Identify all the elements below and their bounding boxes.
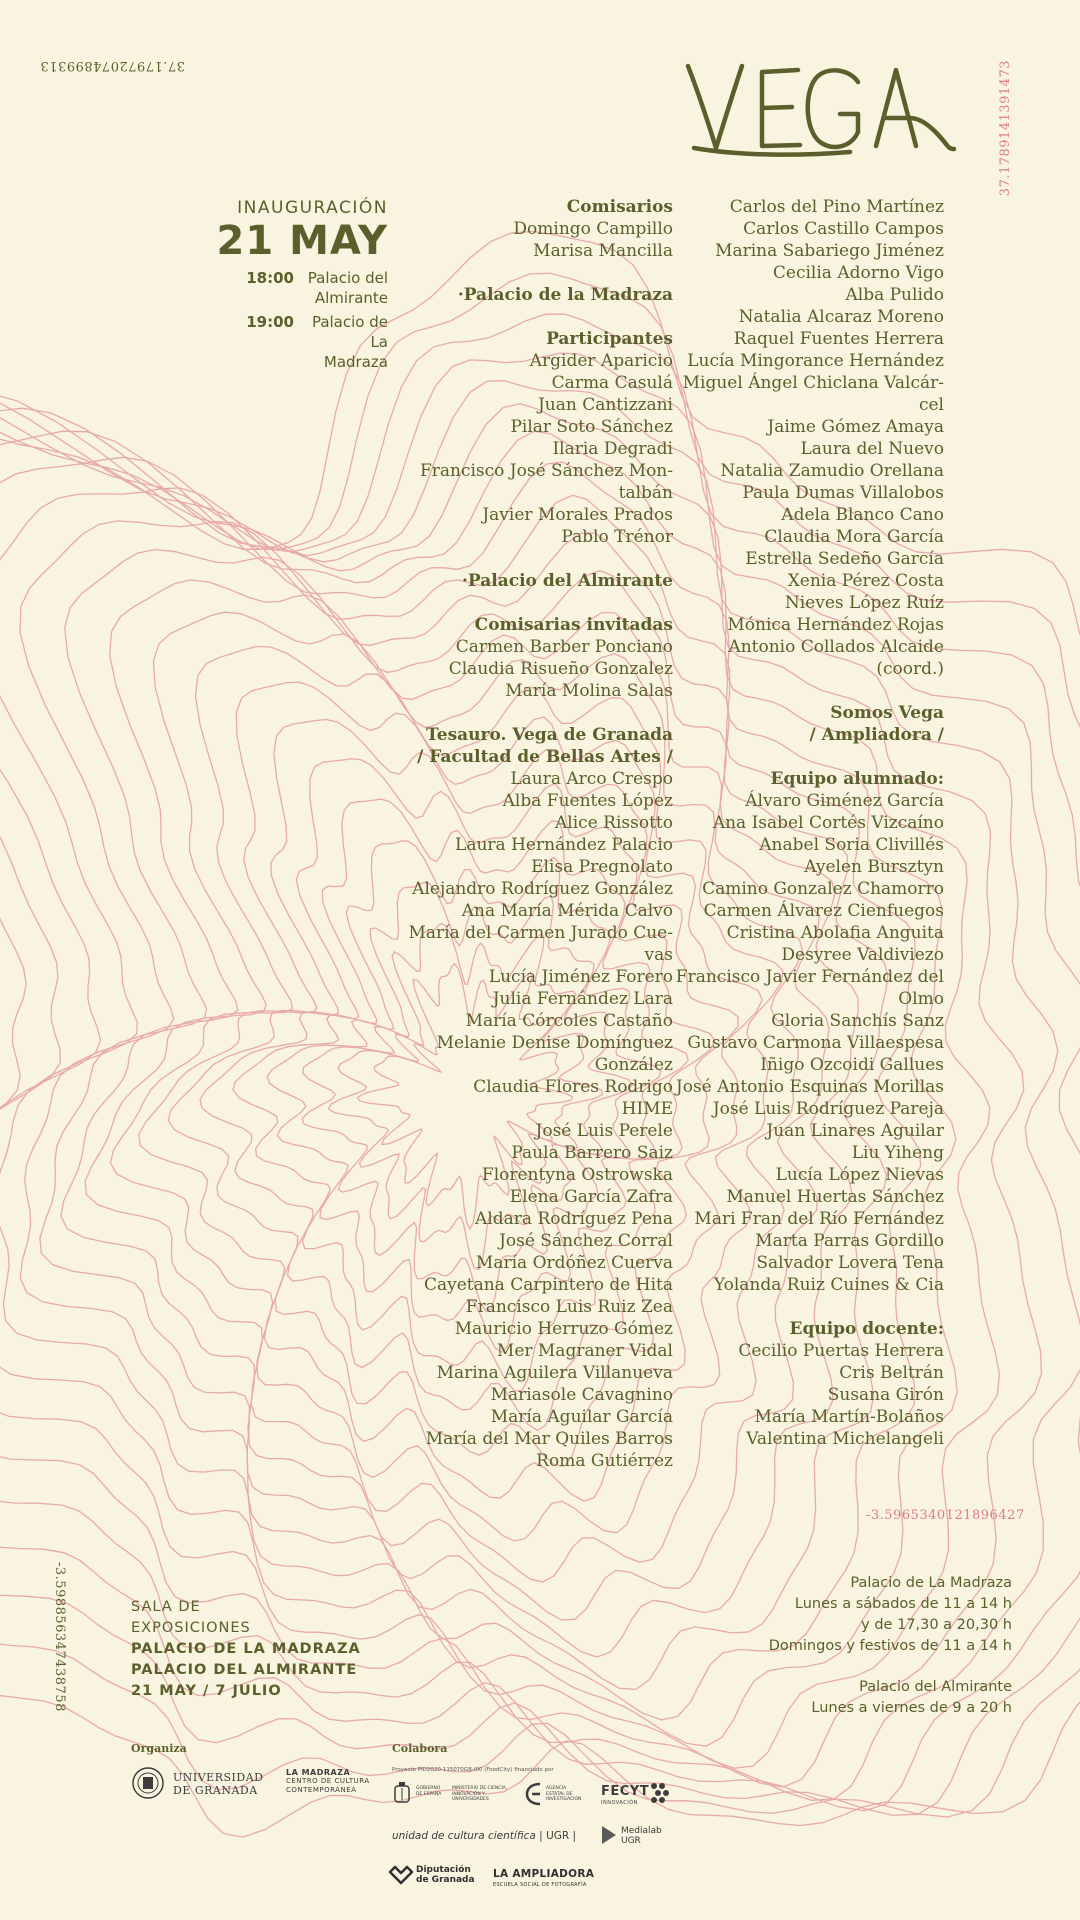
- credits-name: José Luis Perele: [535, 1121, 673, 1141]
- ugr-line: UNIVERSIDAD: [173, 1771, 264, 1784]
- credits-spacer: [383, 306, 673, 328]
- credits-spacer: [654, 1296, 944, 1318]
- credits-heading: Somos Vega: [830, 703, 944, 723]
- credits-name: Laura Arco Crespo: [510, 769, 673, 789]
- credits-name: Olmo: [898, 989, 944, 1009]
- credits-name: Laura del Nuevo: [800, 439, 944, 459]
- credits-name: Cristina Abolafia Anguita: [726, 923, 944, 943]
- credits-spacer: [383, 592, 673, 614]
- venue-line: PALACIO DEL ALMIRANTE: [131, 1662, 358, 1678]
- agencia-text: AGENCIA ESTATAL DE INVESTIGACIÓN: [546, 1786, 582, 1802]
- credits-name: González: [594, 1055, 673, 1075]
- ampliadora-logo-text: LA AMPLIADORA: [493, 1868, 595, 1880]
- credits-name: Francisco Javier Fernández del: [675, 967, 944, 987]
- credits-name: Marta Parras Gordillo: [755, 1231, 944, 1251]
- ugr-line: DE GRANADA: [173, 1784, 258, 1797]
- inauguration-date: 21 MAY: [216, 218, 388, 264]
- credits-column-right: [654, 196, 944, 1450]
- credits-name: Juan Linares Aguilar: [766, 1121, 944, 1141]
- hours-almirante-title: Palacio del Almirante: [859, 1679, 1012, 1695]
- credits-name: Alice Rissotto: [555, 813, 673, 833]
- credits-name: cel: [918, 395, 944, 415]
- credits-name: Cayetana Carpintero de Hita: [423, 1275, 673, 1295]
- ugr-crest-icon: [131, 1766, 165, 1800]
- hours-almirante-line: Lunes a viernes de 9 a 20 h: [811, 1700, 1012, 1716]
- credits-name: Miguel Ángel Chiclana Valcár-: [682, 373, 944, 393]
- credits-heading: Participantes: [546, 329, 673, 349]
- credits-name: Álvaro Giménez García: [745, 791, 944, 811]
- credits-name: Claudia Flores Rodrigo: [473, 1077, 673, 1097]
- credits-name: Ayelen Bursztyn: [804, 857, 944, 877]
- credits-name: María del Mar Quiles Barros: [425, 1429, 673, 1449]
- credits-heading: Equipo alumnado:: [770, 769, 944, 789]
- credits-name: Cris Beltrán: [839, 1363, 944, 1383]
- credits-spacer: [383, 262, 673, 284]
- credits-name: Claudia Mora García: [764, 527, 944, 547]
- coord-bottom-right: -3.5965340121896427: [866, 1508, 1025, 1523]
- credits-name: José Sánchez Corral: [499, 1231, 673, 1251]
- medialab-text: [621, 1826, 662, 1846]
- ampliadora-sub-text: ESCUELA SOCIAL DE FOTOGRAFÍA: [493, 1882, 587, 1888]
- coord-bottom-left-vertical: -3.598856347438758: [52, 1562, 67, 1712]
- inauguration-time-row: [217, 312, 389, 372]
- credits-heading: Comisarias invitadas: [474, 615, 673, 635]
- credits-spacer: [654, 746, 944, 768]
- madraza-logo-line: CONTEMPORÁNEA: [286, 1786, 357, 1794]
- inauguration-place: Palacio de La Madraza: [311, 313, 388, 371]
- credits-name: Alba Fuentes López: [502, 791, 673, 811]
- venue-line: EXPOSICIONES: [131, 1620, 251, 1636]
- credits-name: Antonio Collados Alcaide: [728, 637, 944, 657]
- vega-title: [680, 52, 960, 162]
- credits-name: Mónica Hernández Rojas: [727, 615, 944, 635]
- credits-heading: ·Palacio del Almirante: [462, 571, 673, 591]
- credits-heading: / Ampliadora /: [809, 725, 944, 745]
- inauguration-place: Palacio del Almirante: [307, 269, 388, 307]
- credits-name: Camino Gonzalez Chamorro: [702, 879, 944, 899]
- credits-name: Marina Aguilera Villanueva: [436, 1363, 673, 1383]
- fecyt-sub-text: INNOVACIÓN: [601, 1800, 638, 1806]
- spain-crest-icon: [392, 1782, 412, 1806]
- ucc-logo: unidad de cultura científica | UGR |: [392, 1830, 577, 1842]
- credits-heading: ·Palacio de la Madraza: [457, 285, 673, 305]
- credits-name: Mauricio Herruzo Gómez: [454, 1319, 673, 1339]
- credits-spacer: [383, 548, 673, 570]
- credits-name: Susana Girón: [827, 1385, 944, 1405]
- credits-name: Mari Fran del Río Fernández: [694, 1209, 944, 1229]
- credits-name: Estrella Sedeño García: [745, 549, 944, 569]
- credits-name: Salvador Lovera Tena: [756, 1253, 944, 1273]
- credits-name: Liu Yiheng: [851, 1143, 944, 1163]
- gobierno-text: GOBIERNO DE ESPAÑA: [416, 1786, 442, 1797]
- credits-name: HIME: [621, 1099, 673, 1119]
- madraza-logo-line: LA MADRAZA: [286, 1768, 351, 1777]
- credits-heading: / Facultad de Bellas Artes /: [417, 747, 673, 767]
- credits-spacer: [383, 702, 673, 724]
- credits-name: Natalia Alcaraz Moreno: [738, 307, 944, 327]
- inauguration-time-row: [217, 268, 389, 308]
- credits-name: Natalia Zamudio Orellana: [720, 461, 944, 481]
- credits-name: Anabel Soria Clivillés: [759, 835, 944, 855]
- credits-column-left: [383, 196, 673, 1472]
- credits-name: vas: [644, 945, 673, 965]
- credits-name: Jaime Gómez Amaya: [767, 417, 944, 437]
- credits-name: María Ordóñez Cuerva: [475, 1253, 673, 1273]
- inauguration-time: 19:00: [246, 313, 294, 331]
- credits-name: Alejandro Rodríguez González: [412, 879, 673, 899]
- credits-name: Argider Aparicio: [529, 351, 673, 371]
- credits-name: Francisco Luis Ruiz Zea: [465, 1297, 673, 1317]
- credits-name: Javier Morales Prados: [482, 505, 673, 525]
- credits-name: Laura Hernández Palacio: [455, 835, 673, 855]
- credits-name: Elisa Pregnolato: [531, 857, 673, 877]
- credits-name: María Aguilar García: [490, 1407, 673, 1427]
- credits-name: María del Carmen Jurado Cue-: [408, 923, 673, 943]
- credits-name: Xenia Pérez Costa: [787, 571, 944, 591]
- hours-madraza-line: Lunes a sábados de 11 a 14 h: [794, 1596, 1012, 1612]
- credits-name: Ana María Mérida Calvo: [461, 901, 673, 921]
- credits-name: Lucía Jiménez Forero: [488, 967, 673, 987]
- project-note: Proyecto PID2020-115070GB-I00 (FoodCity) financiado por: [392, 1767, 554, 1773]
- credits-name: Manuel Huertas Sánchez: [726, 1187, 944, 1207]
- credits-name: talbán: [618, 483, 673, 503]
- credits-name: Pilar Soto Sánchez: [510, 417, 673, 437]
- credits-spacer: [654, 680, 944, 702]
- medialab-icon: [601, 1824, 617, 1846]
- credits-name: Paula Dumas Villalobos: [742, 483, 944, 503]
- colabora-label: Colabora: [392, 1742, 448, 1755]
- credits-name: Carlos Castillo Campos: [743, 219, 944, 239]
- fecyt-dots-icon: [649, 1780, 671, 1806]
- opening-hours: [769, 1573, 1012, 1719]
- credits-name: María Córcoles Castaño: [465, 1011, 673, 1031]
- venue-line: PALACIO DE LA MADRAZA: [131, 1641, 361, 1657]
- credits-name: Aldara Rodríguez Pena: [475, 1209, 673, 1229]
- credits-name: Gloria Sanchís Sanz: [771, 1011, 944, 1031]
- fecyt-logo-text: FECYT: [601, 1784, 650, 1799]
- hours-madraza-line: Domingos y festivos de 11 a 14 h: [768, 1638, 1012, 1654]
- credits-name: Paula Barrero Saiz: [511, 1143, 673, 1163]
- madraza-logo: [286, 1768, 370, 1795]
- coord-right-vertical: 37.1789141391473: [998, 60, 1013, 197]
- inauguration-block: [217, 198, 389, 372]
- credits-name: Mariasole Cavagnino: [490, 1385, 673, 1405]
- credits-name: (coord.): [876, 659, 944, 679]
- credits-name: Cecilio Puertas Herrera: [738, 1341, 944, 1361]
- ucc-text: unidad de cultura científica: [392, 1830, 536, 1842]
- medialab-line: UGR: [621, 1836, 641, 1846]
- credits-name: Mer Magraner Vidal: [496, 1341, 673, 1361]
- credits-name: Melanie Denise Domínguez: [436, 1033, 673, 1053]
- credits-name: Carma Casulá: [551, 373, 673, 393]
- credits-name: Juan Cantizzani: [537, 395, 673, 415]
- credits-name: Adela Blanco Cano: [781, 505, 944, 525]
- venue-line: SALA DE: [131, 1599, 201, 1615]
- credits-name: María Martín-Bolaños: [754, 1407, 944, 1427]
- organiza-label: Organiza: [131, 1742, 187, 1755]
- hours-madraza-title: Palacio de La Madraza: [850, 1575, 1012, 1591]
- diputacion-icon: [388, 1864, 414, 1886]
- diputacion-text: [416, 1865, 475, 1885]
- credits-name: Julia Fernández Lara: [492, 989, 673, 1009]
- credits-name: Raquel Fuentes Herrera: [733, 329, 944, 349]
- credits-heading: Comisarios: [566, 197, 673, 217]
- credits-name: José Antonio Esquinas Morillas: [675, 1077, 944, 1097]
- venue-block: [131, 1597, 361, 1702]
- credits-name: Domingo Campillo: [513, 219, 673, 239]
- credits-name: José Luis Rodríguez Pareja: [712, 1099, 944, 1119]
- credits-name: Ana Isabel Cortés Vizcaíno: [712, 813, 944, 833]
- coord-top-left: 37.179720748993​13: [40, 58, 185, 73]
- credits-name: Desyree Valdiviezo: [781, 945, 944, 965]
- credits-name: Marina Sabariego Jiménez: [715, 241, 944, 261]
- credits-name: Iñigo Ozcoidi Gallues: [760, 1055, 944, 1075]
- credits-name: Lucía López Nievas: [775, 1165, 944, 1185]
- credits-name: Carlos del Pino Martínez: [729, 197, 944, 217]
- credits-heading: Tesauro. Vega de Granada: [426, 725, 673, 745]
- ucc-ugr-text: UGR: [546, 1830, 570, 1842]
- agencia-icon: [524, 1781, 544, 1807]
- ministerio-text: MINISTERIO DE CIENCIA, INNOVACIÓN Y UNIVERSIDADES: [452, 1786, 508, 1802]
- credits-name: Francisco José Sánchez Mon-: [419, 461, 673, 481]
- credits-name: Valentina Michelangeli: [746, 1429, 944, 1449]
- credits-name: Elena García Zafra: [509, 1187, 673, 1207]
- credits-name: Ilaria Degradi: [552, 439, 673, 459]
- diputacion-line: Diputación: [416, 1865, 471, 1875]
- credits-name: Roma Gutiérrez: [536, 1451, 673, 1471]
- credits-name: Carmen Álvarez Cienfuegos: [703, 901, 944, 921]
- credits-name: Florentyna Ostrowska: [481, 1165, 673, 1185]
- credits-name: Gustavo Carmona Villaespesa: [687, 1033, 944, 1053]
- madraza-logo-line: CENTRO DE CULTURA: [286, 1777, 370, 1785]
- credits-name: Claudia Risueño Gonzalez: [448, 659, 673, 679]
- credits-name: Carmen Barber Ponciano: [455, 637, 673, 657]
- credits-name: Yolanda Ruiz Cuines & Cia: [713, 1275, 944, 1295]
- diputacion-line: de Granada: [416, 1875, 475, 1885]
- credits-name: Pablo Trénor: [561, 527, 673, 547]
- hours-madraza-line: y de 17,30 a 20,30 h: [861, 1617, 1012, 1633]
- credits-name: Cecilia Adorno Vigo: [772, 263, 944, 283]
- venue-dates: 21 MAY / 7 JULIO: [131, 1683, 282, 1699]
- credits-name: Nieves López Ruíz: [784, 593, 944, 613]
- credits-name: Marisa Mancilla: [533, 241, 673, 261]
- credits-name: Lucía Mingorance Hernández: [687, 351, 944, 371]
- ugr-logo-text: [173, 1771, 263, 1797]
- medialab-line: Medialab: [621, 1826, 662, 1836]
- inauguration-label: INAUGURACIÓN: [237, 198, 388, 218]
- credits-name: María Molina Salas: [505, 681, 673, 701]
- credits-heading: Equipo docente:: [789, 1319, 944, 1339]
- credits-name: Alba Pulido: [845, 285, 944, 305]
- inauguration-time: 18:00: [246, 269, 294, 287]
